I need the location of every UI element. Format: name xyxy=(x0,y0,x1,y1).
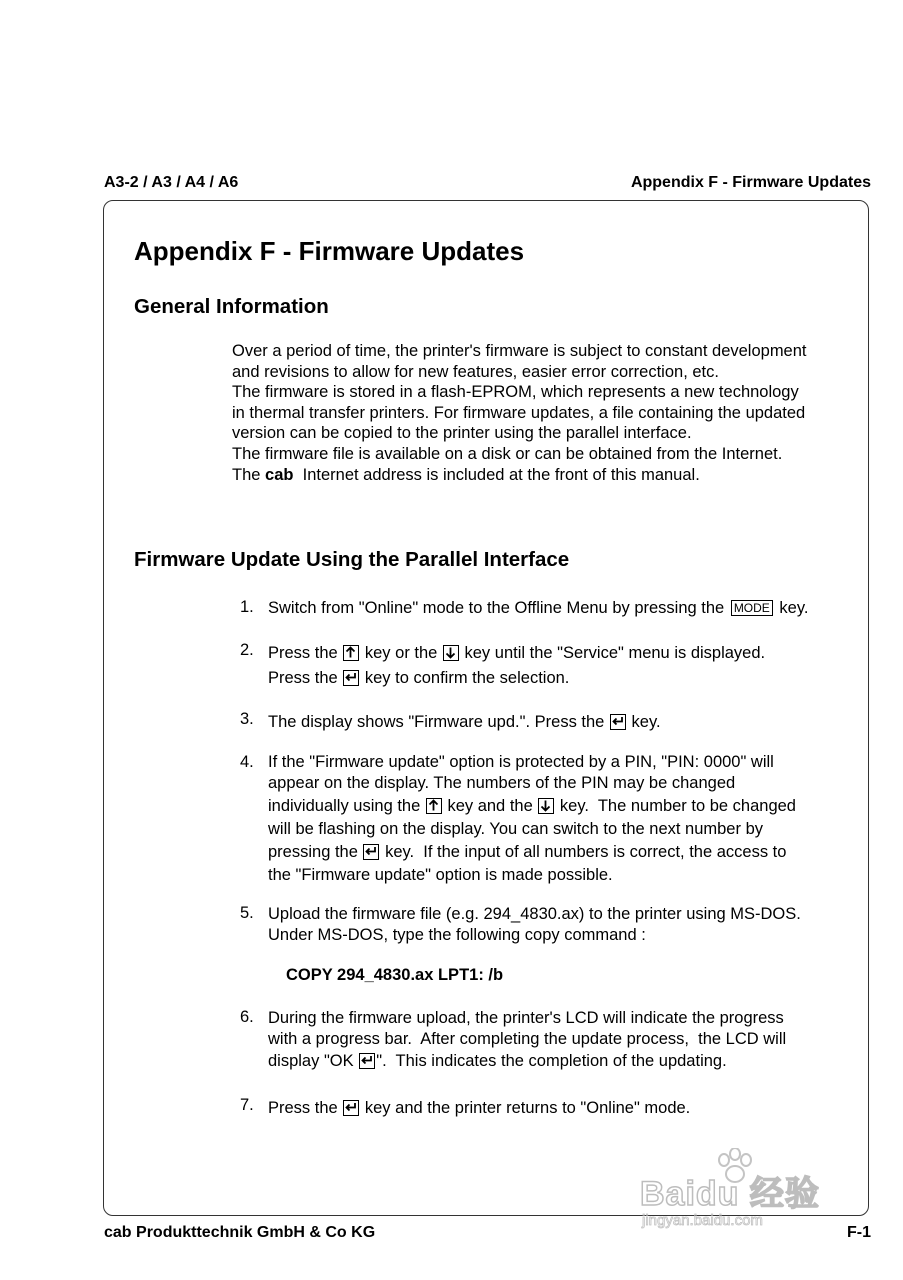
step-number: 2. xyxy=(240,641,254,659)
step-number: 5. xyxy=(240,904,254,922)
step-text: Switch from "Online" mode to the Offline Menu by pressing the xyxy=(268,599,729,617)
step-text: key until the "Service" menu is displayed. xyxy=(459,644,766,662)
step-text: the "Firmware update" option is made possible. xyxy=(268,866,613,884)
step-text: key. The number to be changed xyxy=(555,797,796,815)
down-arrow-key-icon xyxy=(538,798,554,814)
footer-company: cab Produkttechnik GmbH & Co KG xyxy=(104,1224,376,1241)
step-text: Under MS-DOS, type the following copy command : xyxy=(268,925,646,944)
page-title: Appendix F - Firmware Updates xyxy=(134,236,525,266)
step-text: will be flashing on the display. You can switch to the next number by xyxy=(268,820,763,838)
header-appendix-title: Appendix F - Firmware Updates xyxy=(630,174,871,191)
step-number: 1. xyxy=(240,598,254,616)
enter-key-icon xyxy=(363,844,379,860)
copy-command: COPY 294_4830.ax LPT1: /b xyxy=(286,966,504,984)
step-text: individually using the xyxy=(268,797,425,815)
text-line: The firmware file is available on a disk or can be obtained from the Internet. xyxy=(232,444,783,463)
text-line: version can be copied to the printer using the parallel interface. xyxy=(232,424,692,443)
step-text: Press the xyxy=(268,669,343,687)
step-number: 6. xyxy=(240,1008,254,1026)
enter-key-icon xyxy=(343,1100,359,1116)
up-arrow-key-icon xyxy=(426,798,442,814)
mode-key-icon: MODE xyxy=(731,600,773,616)
step-number: 7. xyxy=(240,1096,254,1114)
enter-key-icon xyxy=(343,670,359,686)
step-text: During the firmware upload, the printer's LCD will indicate the progress xyxy=(268,1009,784,1027)
header-model-list: A3-2 / A3 / A4 / A6 xyxy=(104,174,239,191)
down-arrow-key-icon xyxy=(443,645,459,661)
up-arrow-key-icon xyxy=(343,645,359,661)
section-heading-general: General Information xyxy=(134,295,329,318)
section-heading-firmware-update: Firmware Update Using the Parallel Interface xyxy=(134,548,570,571)
step-text: key. If the input of all numbers is correct, the access to xyxy=(380,843,787,861)
text-fragment: The xyxy=(232,465,266,484)
enter-key-icon xyxy=(359,1053,375,1069)
step-text: key. xyxy=(774,599,809,617)
step-text: key and the xyxy=(442,797,538,815)
watermark-logo: Baidu 经验 xyxy=(640,1175,820,1213)
text-line: and revisions to allow for new features, easier error correction, etc. xyxy=(232,362,719,381)
brand-name: cab xyxy=(265,465,294,484)
step-text: Press the xyxy=(268,1099,343,1117)
footer-page-number: F-1 xyxy=(847,1224,871,1241)
step-text: pressing the xyxy=(268,843,363,861)
step-text: The display shows "Firmware upd.". Press the xyxy=(268,713,609,731)
general-information-text xyxy=(232,341,852,485)
step-text: Upload the firmware file (e.g. 294_4830.ax) to the printer using MS-DOS. xyxy=(268,905,801,923)
text-line: The firmware is stored in a flash-EPROM, which represents a new technology xyxy=(232,383,799,402)
text-line xyxy=(232,465,852,486)
step-text: key and the printer returns to "Online" mode. xyxy=(360,1099,691,1117)
enter-key-icon xyxy=(610,714,626,730)
step-text: key to confirm the selection. xyxy=(360,669,570,687)
baidu-jingyan-watermark xyxy=(640,1148,870,1240)
text-line: in thermal transfer printers. For firmware updates, a file containing the updated xyxy=(232,403,806,422)
step-text: appear on the display. The numbers of the PIN may be changed xyxy=(268,774,736,792)
text-fragment: Internet address is included at the front of this manual. xyxy=(293,465,700,484)
step-text: Press the xyxy=(268,644,343,662)
step-text: If the "Firmware update" option is protected by a PIN, "PIN: 0000" will xyxy=(268,753,774,771)
step-number: 4. xyxy=(240,753,254,771)
step-number: 3. xyxy=(240,710,254,728)
step-text: display "OK xyxy=(268,1052,359,1071)
step-text: key. xyxy=(626,713,661,731)
step-text: ". This indicates the completion of the updating. xyxy=(376,1052,727,1071)
text-line: Over a period of time, the printer's firmware is subject to constant development xyxy=(232,342,807,360)
watermark-url: jingyan.baidu.com xyxy=(642,1212,763,1229)
step-text: with a progress bar. After completing the update process, the LCD will xyxy=(268,1029,787,1048)
step-text: key or the xyxy=(360,644,442,662)
